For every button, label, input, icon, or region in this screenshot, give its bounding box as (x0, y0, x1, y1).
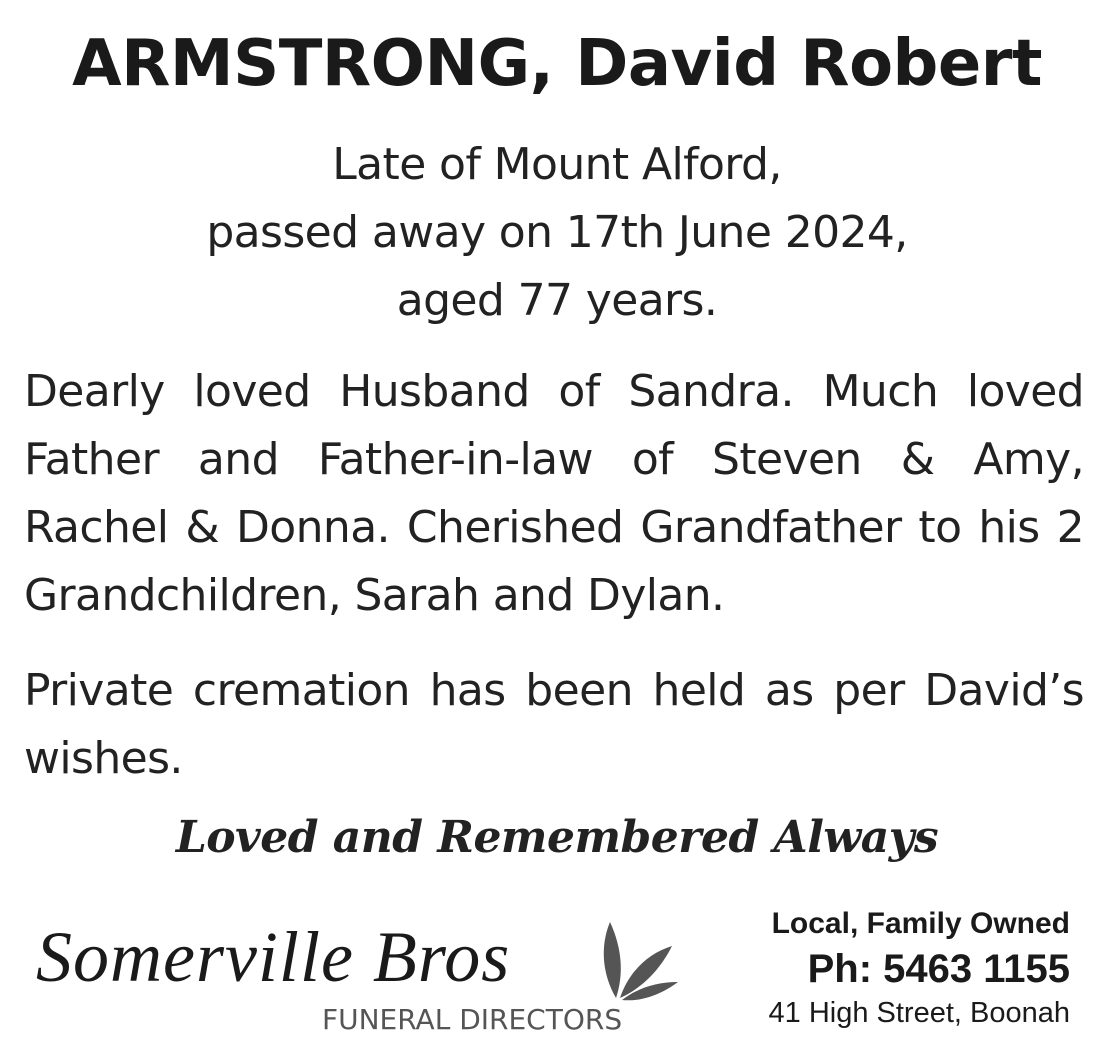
logo-tagline: FUNERAL DIRECTORS (322, 1003, 623, 1036)
family-paragraph: Dearly loved Husband of Sandra. Much loved Father and Father-in-law of Steven & Amy, Rachel & Donna. Cherished Grandfather to his 2 Grandchildren, Sarah and Dylan. (24, 366, 1084, 621)
contact-block (700, 904, 1070, 1032)
contact-phone: Ph: 5463 1155 (807, 947, 1070, 991)
funeral-director-logo (28, 904, 688, 1044)
deceased-name-heading: ARMSTRONG, David Robert (72, 27, 1042, 101)
service-paragraph: Private cremation has been held as per David’s wishes. (24, 665, 1084, 784)
leaf-petals-icon (594, 912, 680, 1002)
contact-address: 41 High Street, Boonah (768, 997, 1070, 1029)
tribute-line: Loved and Remembered Always (175, 812, 939, 863)
intro-line-residence: Late of Mount Alford, (332, 139, 782, 190)
contact-tagline: Local, Family Owned (771, 907, 1070, 940)
petal-upper (604, 922, 621, 998)
funeral-director-footer (0, 890, 1114, 1050)
logo-name: Somerville Bros (36, 917, 511, 997)
intro-line-date: passed away on 17th June 2024, (206, 207, 908, 258)
intro-line-age: aged 77 years. (396, 275, 718, 326)
notice-intro (0, 131, 1114, 335)
